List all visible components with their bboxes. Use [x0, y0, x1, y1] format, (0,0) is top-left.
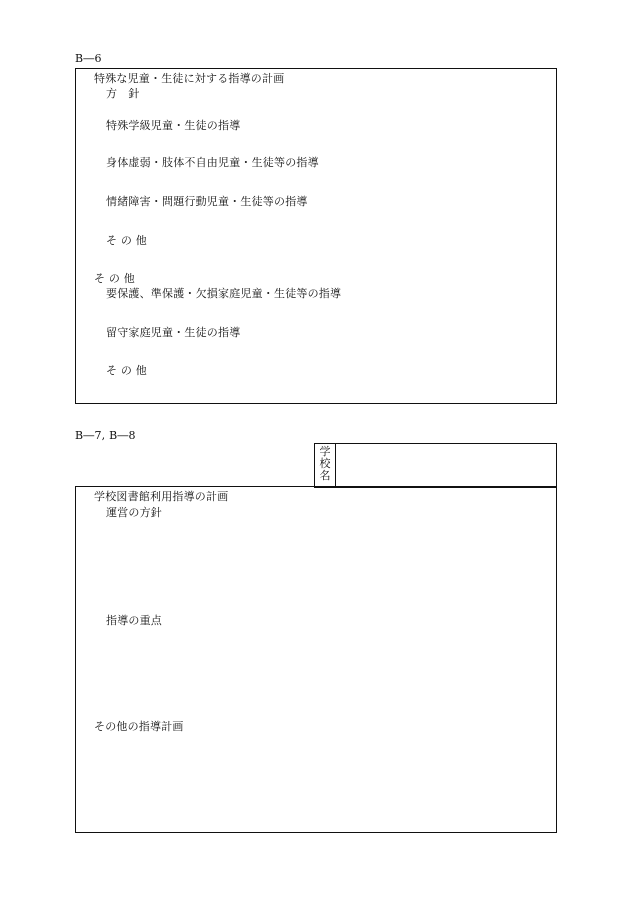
b6-others-label: そ の 他	[94, 272, 135, 285]
b6-others-item-other: そ の 他	[106, 364, 147, 377]
school-name-char-2: 校	[319, 457, 331, 470]
library-plan-title: 学校図書館利用指導の計画	[94, 490, 229, 503]
other-plan-label: その他の指導計画	[94, 720, 184, 733]
school-name-char-1: 学	[319, 445, 331, 458]
library-plan-box	[75, 486, 557, 833]
b6-item-physical: 身体虚弱・肢体不自由児童・生徒等の指導	[106, 156, 319, 169]
school-name-label	[318, 446, 332, 482]
school-name-char-3: 名	[319, 469, 331, 482]
section-code-b78: B―7, B―8	[75, 429, 136, 442]
school-name-box	[314, 443, 557, 488]
b6-title: 特殊な児童・生徒に対する指導の計画	[94, 72, 285, 85]
school-name-divider	[335, 443, 336, 488]
b6-others-item-protection: 要保護、準保護・欠損家庭児童・生徒等の指導	[106, 287, 342, 300]
b6-item-emotional: 情緒障害・問題行動児童・生徒等の指導	[106, 195, 308, 208]
b6-policy-label: 方 針	[106, 87, 140, 100]
b6-item-other: そ の 他	[106, 234, 147, 247]
guidance-focus-label: 指導の重点	[106, 614, 162, 627]
operation-policy-label: 運営の方針	[106, 506, 162, 519]
section-code-b6: B―6	[75, 52, 102, 65]
b6-others-item-latchkey: 留守家庭児童・生徒の指導	[106, 326, 241, 339]
b6-item-special-class: 特殊学級児童・生徒の指導	[106, 119, 241, 132]
